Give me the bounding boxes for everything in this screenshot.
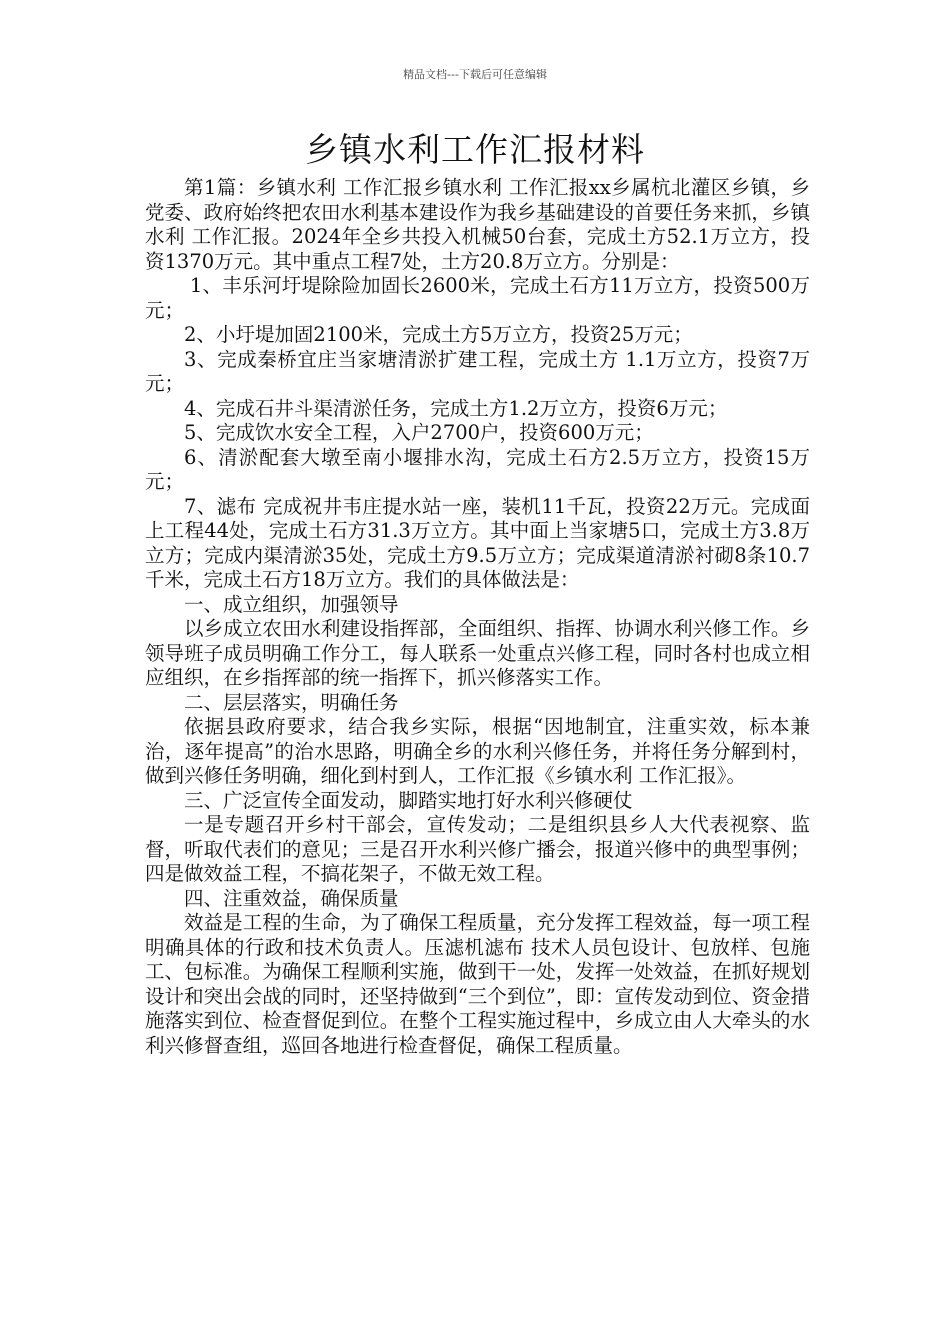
paragraph: 以乡成立农田水利建设指挥部，全面组织、指挥、协调水利兴修工作。乡领导班子成员明确工作分工，每人联系一处重点兴修工程，同时各村也成立相应组织，在乡指挥部的统一指挥下，抓兴修落实工作。: [145, 617, 810, 689]
list-item: 2、小圩堤加固2100米，完成土方5万立方，投资25万元；: [184, 323, 693, 346]
list-item: 1、丰乐河圩堤除险加固长2600米，完成土石方11万立方，投资500万元；: [145, 274, 810, 322]
section-heading: 一、成立组织，加强领导: [184, 592, 399, 616]
section-heading: 二、层层落实，明确任务: [184, 690, 399, 714]
document-title: 乡镇水利工作汇报材料: [305, 130, 645, 169]
paragraph-intro: 第1篇：乡镇水利 工作汇报乡镇水利 工作汇报xx乡属杭北灌区乡镇，乡党委、政府始终把农田水利基本建设作为我乡基础建设的首要任务来抓，乡镇水利 工作汇报。2024年全乡共投入机械50台套，完成土方52.1万立方，投资1370万元。其中重点工程7处，土方20.8万立方。分别是：: [145, 176, 810, 273]
list-item: 6、清淤配套大墩至南小堰排水沟，完成土石方2.5万立方，投资15万元；: [145, 445, 810, 493]
section-heading: 三、广泛宣传全面发动，脚踏实地打好水利兴修硬仗: [184, 788, 633, 812]
section-heading: 四、注重效益，确保质量: [184, 886, 399, 910]
list-item: 4、完成石井斗渠清淤任务，完成土方1.2万立方，投资6万元；: [184, 396, 728, 420]
list-item: 7、滤布 完成祝井韦庄提水站一座，装机11千瓦，投资22万元。完成面上工程44处，完成土石方31.3万立方。其中面上当家塘5口，完成土方3.8万立方；完成内渠清淤35处，完成土方9.5万立方；完成渠道清淤衬砌8条10.7千米，完成土石方18万立方。我们的具体做法是：: [145, 494, 810, 591]
document-body: [145, 176, 810, 1058]
page-header: 精品文档---下载后可任意编辑: [403, 68, 547, 81]
paragraph: 依据县政府要求，结合我乡实际，根据“因地制宜，注重实效，标本兼治，逐年提高”的治水思路，明确全乡的水利兴修任务，并将任务分解到村，做到兴修任务明确，细化到村到人，工作汇报《乡镇水利 工作汇报》。: [145, 715, 810, 787]
paragraph: 效益是工程的生命，为了确保工程质量，充分发挥工程效益，每一项工程明确具体的行政和技术负责人。压滤机滤布 技术人员包设计、包放样、包施工、包标准。为确保工程顺利实施，做到干一处，发挥一处效益，在抓好规划设计和突出会战的同时，还坚持做到“三个到位”，即：宣传发动到位、资金措施落实到位、检查督促到位。在整个工程实施过程中，乡成立由人大牵头的水利兴修督查组，巡回各地进行检查督促，确保工程质量。: [145, 911, 810, 1057]
list-item: 3、完成秦桥宜庄当家塘清淤扩建工程，完成土方 1.1万立方，投资7万元；: [145, 347, 810, 395]
paragraph: 一是专题召开乡村干部会，宣传发动；二是组织县乡人大代表视察、监督，听取代表们的意见；三是召开水利兴修广播会，报道兴修中的典型事例；四是做效益工程，不搞花架子，不做无效工程。: [145, 813, 810, 885]
list-item: 5、完成饮水安全工程，入户2700户，投资600万元；: [184, 421, 654, 444]
